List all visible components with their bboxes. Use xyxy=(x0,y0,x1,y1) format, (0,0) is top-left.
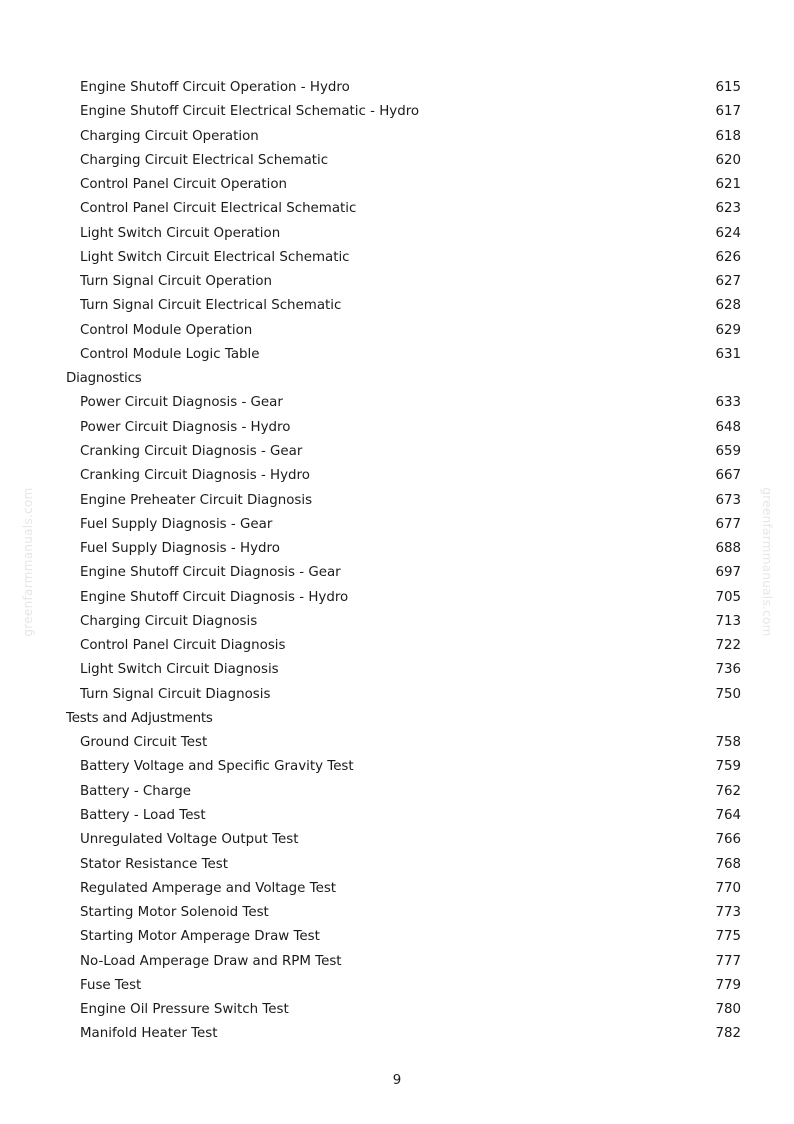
entry-title[interactable]: Cranking Circuit Diagnosis - Gear xyxy=(80,443,303,459)
toc-entry[interactable] xyxy=(0,100,794,124)
toc-entry[interactable] xyxy=(0,416,794,440)
entry-page-number[interactable]: 780 xyxy=(715,1002,741,1018)
toc-entry[interactable] xyxy=(0,950,794,974)
entry-page-number[interactable]: 764 xyxy=(715,807,741,823)
toc-entry[interactable] xyxy=(0,586,794,610)
entry-page-number[interactable]: 623 xyxy=(715,201,741,217)
watermark-right: greenfarmmanuals.com xyxy=(760,487,774,637)
entry-title[interactable]: Fuel Supply Diagnosis - Gear xyxy=(80,516,273,532)
entry-page-number[interactable]: 782 xyxy=(715,1026,741,1042)
entry-page-number[interactable]: 768 xyxy=(715,856,741,872)
entry-page-number[interactable]: 705 xyxy=(715,589,741,605)
toc-entry[interactable] xyxy=(0,343,794,367)
toc-entry[interactable] xyxy=(0,683,794,707)
toc-entry[interactable] xyxy=(0,853,794,877)
entry-title[interactable]: Unregulated Voltage Output Test xyxy=(80,832,299,848)
entry-page-number[interactable]: 779 xyxy=(715,977,741,993)
toc-entry[interactable] xyxy=(0,658,794,682)
toc-entry[interactable] xyxy=(0,780,794,804)
toc-section-heading xyxy=(0,367,794,391)
entry-page-number[interactable]: 633 xyxy=(715,395,741,411)
toc-entry[interactable] xyxy=(0,391,794,415)
section-title: Tests and Adjustments xyxy=(66,710,213,726)
toc-entry[interactable] xyxy=(0,125,794,149)
entry-title[interactable]: Engine Preheater Circuit Diagnosis xyxy=(80,492,313,508)
toc-entry[interactable] xyxy=(0,974,794,998)
entry-page-number[interactable]: 697 xyxy=(715,565,741,581)
entry-title[interactable]: Control Panel Circuit Operation xyxy=(80,177,288,193)
entry-page-number[interactable]: 688 xyxy=(715,541,741,557)
entry-page-number[interactable]: 626 xyxy=(715,249,741,265)
entry-title[interactable]: Turn Signal Circuit Electrical Schematic xyxy=(80,298,342,314)
entry-page-number[interactable]: 624 xyxy=(715,225,741,241)
entry-page-number[interactable]: 775 xyxy=(715,929,741,945)
entry-page-number[interactable]: 759 xyxy=(715,759,741,775)
toc-entry[interactable] xyxy=(0,998,794,1022)
entry-page-number[interactable]: 673 xyxy=(715,492,741,508)
toc-entry[interactable] xyxy=(0,537,794,561)
toc-entry[interactable] xyxy=(0,246,794,270)
entry-title[interactable]: Battery - Load Test xyxy=(80,807,206,823)
entry-title[interactable]: Engine Shutoff Circuit Electrical Schematic - Hydro xyxy=(80,104,420,120)
entry-title[interactable]: Light Switch Circuit Electrical Schematic xyxy=(80,249,350,265)
entry-page-number[interactable]: 615 xyxy=(715,80,741,95)
toc-entry[interactable] xyxy=(0,489,794,513)
entry-page-number[interactable]: 762 xyxy=(715,783,741,799)
entry-page-number[interactable]: 621 xyxy=(715,177,741,193)
entry-page-number[interactable]: 667 xyxy=(715,468,741,484)
entry-title[interactable]: Charging Circuit Electrical Schematic xyxy=(80,152,329,168)
toc-entry[interactable] xyxy=(0,634,794,658)
entry-page-number[interactable]: 722 xyxy=(715,638,741,654)
entry-title[interactable]: Turn Signal Circuit Diagnosis xyxy=(80,686,271,702)
entry-title[interactable]: Fuse Test xyxy=(80,977,142,993)
entry-title[interactable]: Turn Signal Circuit Operation xyxy=(80,274,273,290)
entry-title[interactable]: Control Module Logic Table xyxy=(80,346,260,362)
entry-title[interactable]: Starting Motor Amperage Draw Test xyxy=(80,929,320,945)
entry-title[interactable]: Control Panel Circuit Diagnosis xyxy=(80,638,286,654)
entry-page-number[interactable]: 713 xyxy=(715,613,741,629)
entry-title[interactable]: Engine Shutoff Circuit Diagnosis - Gear xyxy=(80,565,341,581)
entry-page-number[interactable]: 758 xyxy=(715,735,741,751)
entry-title[interactable]: Regulated Amperage and Voltage Test xyxy=(80,880,337,896)
table-of-contents xyxy=(0,76,794,1047)
entry-title[interactable]: Light Switch Circuit Diagnosis xyxy=(80,662,279,678)
entry-page-number[interactable]: 777 xyxy=(715,953,741,969)
toc-entry[interactable] xyxy=(0,440,794,464)
entry-page-number[interactable]: 648 xyxy=(715,419,741,435)
toc-entry[interactable] xyxy=(0,513,794,537)
entry-page-number[interactable]: 750 xyxy=(715,686,741,702)
toc-entry[interactable] xyxy=(0,828,794,852)
entry-page-number[interactable]: 617 xyxy=(715,104,741,120)
entry-title[interactable]: Light Switch Circuit Operation xyxy=(80,225,281,241)
entry-title[interactable]: Fuel Supply Diagnosis - Hydro xyxy=(80,541,280,557)
entry-title[interactable]: Ground Circuit Test xyxy=(80,735,208,751)
entry-page-number[interactable]: 766 xyxy=(715,832,741,848)
toc-entry[interactable] xyxy=(0,270,794,294)
entry-title[interactable]: Cranking Circuit Diagnosis - Hydro xyxy=(80,468,310,484)
entry-title[interactable]: Charging Circuit Operation xyxy=(80,128,259,144)
entry-title[interactable]: Charging Circuit Diagnosis xyxy=(80,613,258,629)
toc-entry[interactable] xyxy=(0,197,794,221)
entry-page-number[interactable]: 770 xyxy=(715,880,741,896)
entry-title[interactable]: Engine Oil Pressure Switch Test xyxy=(80,1002,289,1018)
toc-entry[interactable] xyxy=(0,294,794,318)
page-number: 9 xyxy=(392,1073,402,1088)
entry-page-number[interactable]: 620 xyxy=(715,152,741,168)
toc-entry[interactable] xyxy=(0,222,794,246)
entry-title[interactable]: Engine Shutoff Circuit Diagnosis - Hydro xyxy=(80,589,349,605)
entry-title[interactable]: Manifold Heater Test xyxy=(80,1026,218,1042)
entry-page-number[interactable]: 628 xyxy=(715,298,741,314)
toc-entry[interactable] xyxy=(0,877,794,901)
entry-title[interactable]: No-Load Amperage Draw and RPM Test xyxy=(80,953,342,969)
toc-entry[interactable] xyxy=(0,610,794,634)
toc-entry[interactable] xyxy=(0,1022,794,1046)
toc-entry[interactable] xyxy=(0,76,794,100)
toc-entry[interactable] xyxy=(0,173,794,197)
entry-page-number[interactable]: 629 xyxy=(715,322,741,338)
entry-page-number[interactable]: 736 xyxy=(715,662,741,678)
entry-title[interactable]: Battery - Charge xyxy=(80,783,191,799)
entry-page-number[interactable]: 659 xyxy=(715,443,741,459)
entry-page-number[interactable]: 773 xyxy=(715,905,741,921)
entry-page-number[interactable]: 631 xyxy=(715,346,741,362)
toc-entry[interactable] xyxy=(0,755,794,779)
entry-title[interactable]: Stator Resistance Test xyxy=(80,856,228,872)
entry-title[interactable]: Control Module Operation xyxy=(80,322,253,338)
entry-page-number[interactable]: 677 xyxy=(715,516,741,532)
toc-entry[interactable] xyxy=(0,464,794,488)
toc-entry[interactable] xyxy=(0,319,794,343)
entry-page-number[interactable]: 627 xyxy=(715,274,741,290)
toc-entry[interactable] xyxy=(0,731,794,755)
entry-title[interactable]: Power Circuit Diagnosis - Hydro xyxy=(80,419,291,435)
entry-title[interactable]: Battery Voltage and Specific Gravity Test xyxy=(80,759,354,775)
entry-title[interactable]: Power Circuit Diagnosis - Gear xyxy=(80,395,283,411)
toc-entry[interactable] xyxy=(0,149,794,173)
entry-title[interactable]: Starting Motor Solenoid Test xyxy=(80,905,269,921)
entry-page-number[interactable]: 618 xyxy=(715,128,741,144)
toc-entry[interactable] xyxy=(0,804,794,828)
entry-title[interactable]: Control Panel Circuit Electrical Schematic xyxy=(80,201,357,217)
watermark-left: greenfarmmanuals.com xyxy=(21,487,35,637)
section-title: Diagnostics xyxy=(66,371,142,387)
entry-title[interactable]: Engine Shutoff Circuit Operation - Hydro xyxy=(80,80,350,95)
toc-entry[interactable] xyxy=(0,925,794,949)
toc-entry[interactable] xyxy=(0,561,794,585)
toc-entry[interactable] xyxy=(0,901,794,925)
toc-section-heading xyxy=(0,707,794,731)
